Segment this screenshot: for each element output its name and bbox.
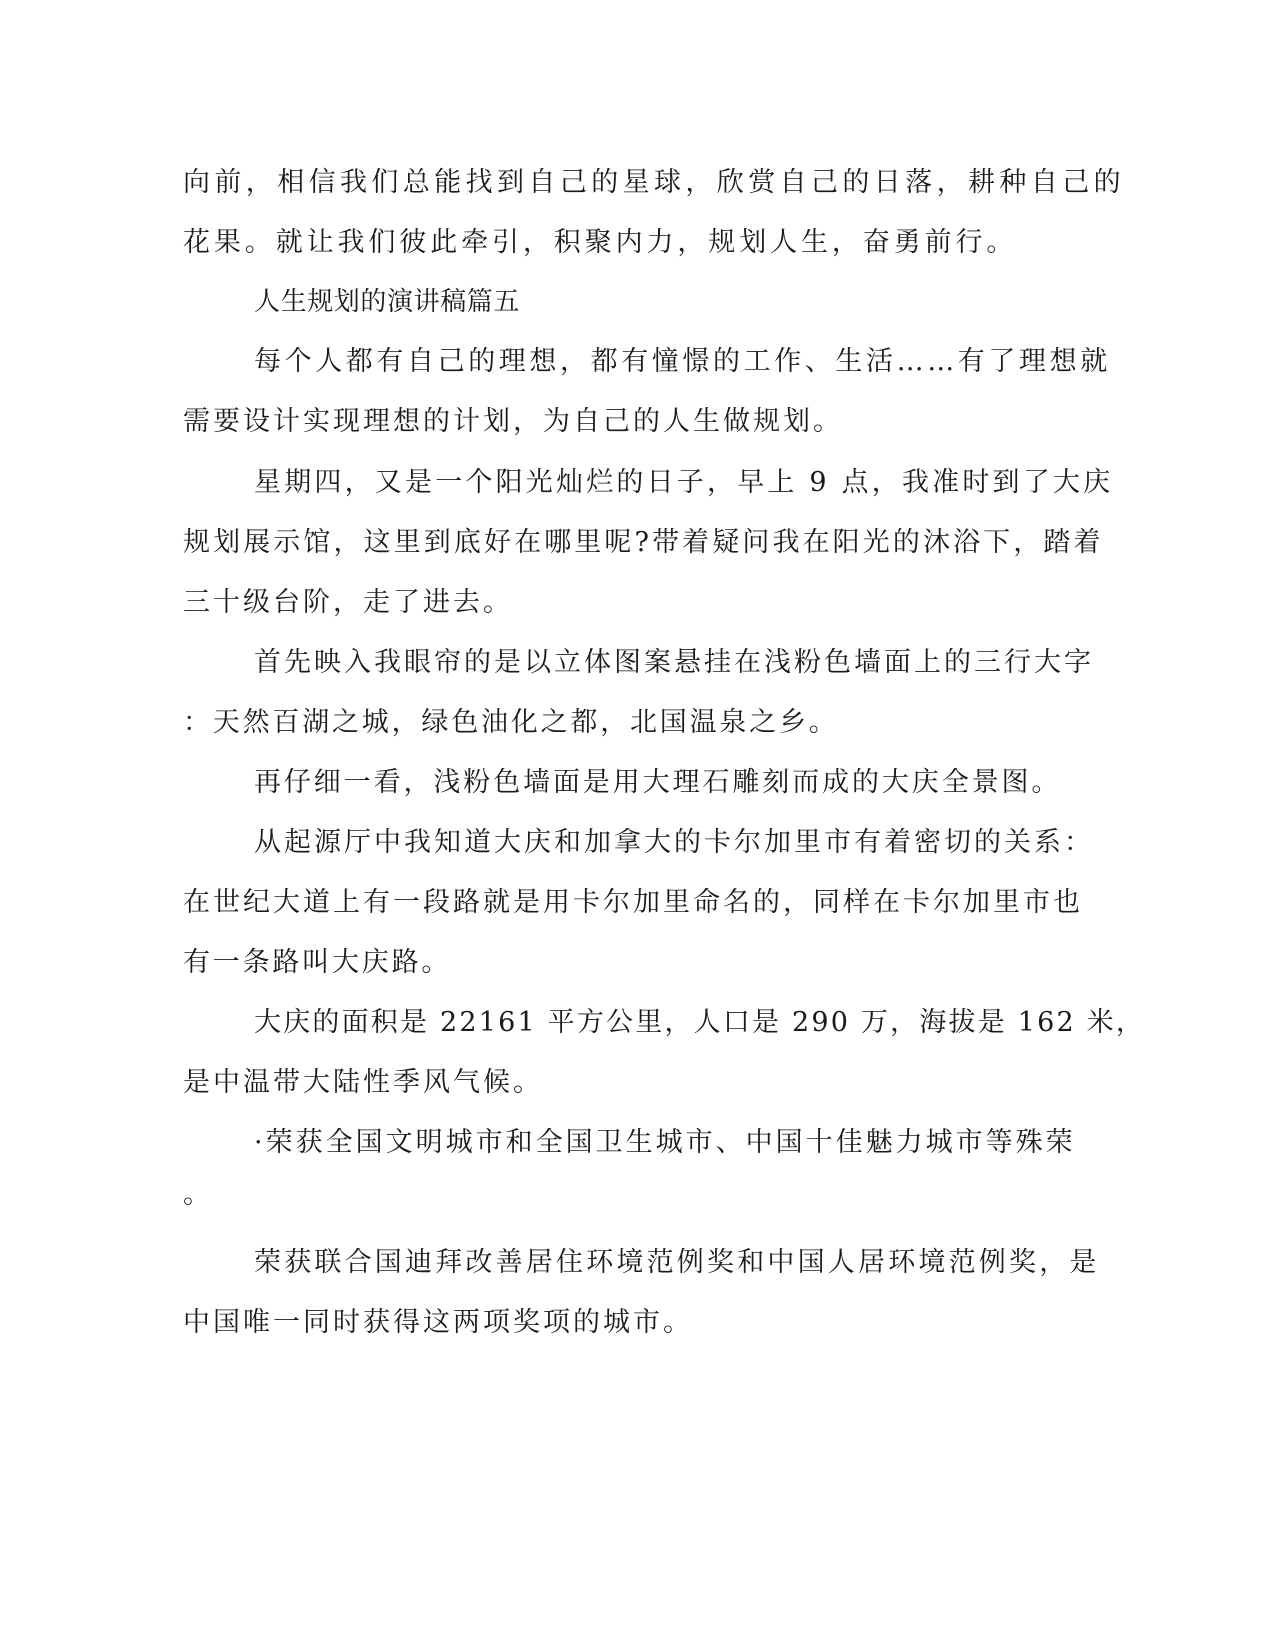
text-line: 向前，相信我们总能找到自己的星球，欣赏自己的日落，耕种自己的 [183,167,1125,198]
text-line: 星期四，又是一个阳光灿烂的日子，早上 9 点，我准时到了大庆 [254,467,1114,498]
text-line: ：天然百湖之城，绿色油化之都，北国温泉之乡。 [183,707,839,738]
text-line: 花果。就让我们彼此牵引，积聚内力，规划人生，奋勇前行。 [183,227,1018,258]
text-line: 从起源厅中我知道大庆和加拿大的卡尔加里市有着密切的关系： [254,827,1094,858]
text-line: 中国唯一同时获得这两项奖项的城市。 [183,1307,693,1338]
text-line: 首先映入我眼帘的是以立体图案悬挂在浅粉色墙面上的三行大字 [254,647,1094,678]
text-line: 规划展示馆，这里到底好在哪里呢?带着疑问我在阳光的沐浴下，踏着 [183,527,1104,558]
text-line: 有一条路叫大庆路。 [183,947,452,978]
section-heading: 人生规划的演讲稿篇五 [254,287,521,317]
text-line: 需要设计实现理想的计划，为自己的人生做规划。 [183,406,843,437]
text-line: 荣获联合国迪拜改善居住环境范例奖和中国人居环境范例奖，是 [254,1247,1100,1278]
text-line: ·荣获全国文明城市和全国卫生城市、中国十佳魅力城市等殊荣 [254,1127,1076,1158]
text-line: 每个人都有自己的理想，都有憧憬的工作、生活……有了理想就 [254,346,1111,377]
text-line: 大庆的面积是 22161 平方公里，人口是 290 万，海拔是 162 米， [254,1007,1146,1038]
text-line: 。 [183,1179,210,1210]
text-line: 是中温带大陆性季风气候。 [183,1067,543,1098]
text-line: 再仔细一看，浅粉色墙面是用大理石雕刻而成的大庆全景图。 [254,767,1062,798]
text-line: 在世纪大道上有一段路就是用卡尔加里命名的，同样在卡尔加里市也 [183,887,1083,918]
text-line: 三十级台阶，走了进去。 [183,587,513,618]
